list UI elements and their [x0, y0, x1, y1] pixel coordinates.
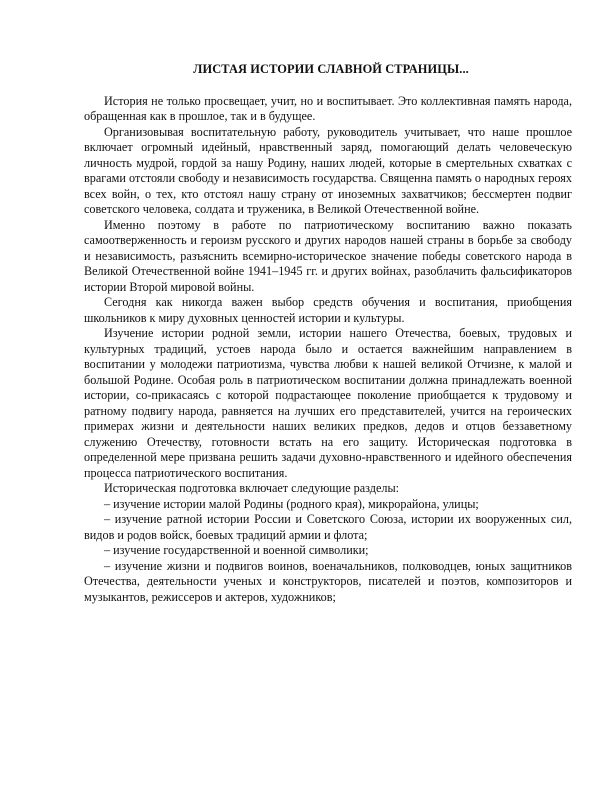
list-item: – изучение жизни и подвигов воинов, военачальников, полководцев, юных защитников Отечества, деятельности ученых и конструкторов, писателей и поэтов, композиторов и музыкантов, режиссеров и актеров, художников;	[84, 558, 572, 604]
document-page	[84, 62, 572, 605]
paragraph: Именно поэтому в работе по патриотическому воспитанию важно показать самоотверженность и героизм русского и других народов нашей страны в борьбе за свободу и независимость, разъяснить всемирно-историческое значение победы советского народа в Великой Отечественной войне 1941–1945 гг. и других войнах, разоблачить фальсификаторов истории Второй мировой войны.	[84, 217, 572, 294]
page-title: ЛИСТАЯ ИСТОРИИ СЛАВНОЙ СТРАНИЦЫ...	[193, 62, 469, 76]
paragraph: История не только просвещает, учит, но и воспитывает. Это коллективная память народа, обращенная как в прошлое, так и в будущее.	[84, 93, 572, 123]
paragraph: Изучение истории родной земли, истории нашего Отечества, боевых, трудовых и культурных традиций, устоев народа было и остается важнейшим направлением в воспитании у молодежи патриотизма, чувства любви к нашей великой Отчизне, к малой и большой Родине. Особая роль в патриотическом воспитании должна принадлежать военной истории, со-прикасаясь с которой подрастающее поколение приобщается к трудовому и ратному подвигу народа, равняется на лучших его представителей, учится на героических примерах жизни и деятельности наших великих предков, дедов и отцов беззаветному служению Отечеству, готовности встать на его защиту. Историческая подготовка в определенной мере призвана решить задачи духовно-нравственного и идейного обеспечения процесса патриотического воспитания.	[84, 326, 572, 480]
paragraph: Сегодня как никогда важен выбор средств обучения и воспитания, приобщения школьников к миру духовных ценностей истории и культуры.	[84, 295, 572, 325]
list-item: – изучение истории малой Родины (родного края), микрорайона, улицы;	[104, 496, 479, 511]
paragraph: Историческая подготовка включает следующие разделы:	[104, 481, 400, 495]
paragraph: Организовывая воспитательную работу, руководитель учитывает, что наше прошлое включает огромный идейный, нравственный заряд, помогающий делать человеческую личность мудрой, гордой за нашу Родину, наших людей, которые в смертельных схватках с врагами отстояли свободу и независимость государства. Священна память о народных героях всех войн, о тех, кто отстоял нашу страну от иноземных захватчиков; бессмертен подвиг советского человека, солдата и труженика, в Великой Отечественной войне.	[84, 124, 572, 216]
list-item: – изучение государственной и военной символики;	[104, 543, 369, 557]
list-item: – изучение ратной истории России и Советского Союза, истории их вооруженных сил, видов и родов войск, боевых традиций армии и флота;	[84, 512, 572, 542]
